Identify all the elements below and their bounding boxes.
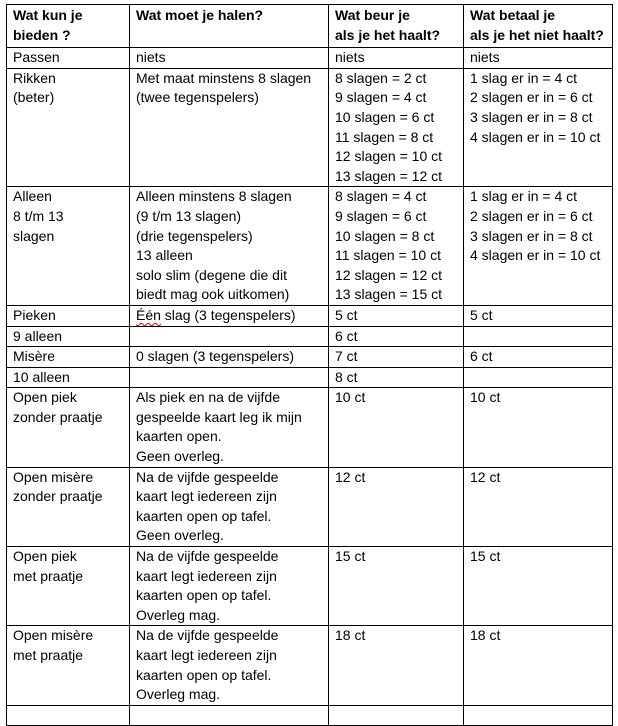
cell-line: slagen (13, 227, 55, 244)
cell-line: 0 slagen (3 tegenspelers) (136, 348, 294, 365)
cell-line: met praatje (13, 567, 84, 584)
table-row (7, 467, 613, 546)
cell-win (329, 187, 464, 306)
cell-line: 9 slagen = 6 ct (335, 207, 427, 224)
cell-line: 2 slagen er in = 6 ct (470, 89, 593, 106)
cell-win (329, 68, 464, 187)
cell-line: 9 slagen = 4 ct (335, 89, 427, 106)
cell-line: 10 slagen = 8 ct (335, 227, 435, 244)
table-row (7, 68, 613, 187)
cell-line: 5 ct (470, 306, 493, 323)
cell-win (329, 705, 464, 725)
table-row (7, 347, 613, 368)
cell-bid (7, 48, 130, 69)
cell-bid (7, 367, 130, 388)
cell-line: 4 slagen er in = 10 ct (470, 247, 601, 264)
cell-line: 13 alleen (136, 247, 193, 264)
cell-line: 10 slagen = 6 ct (335, 108, 435, 125)
cell-line: 8 t/m 13 (13, 207, 64, 224)
cell-line: Open piek (13, 389, 77, 406)
cell-requirement (130, 347, 329, 368)
cell-win (329, 326, 464, 347)
cell-requirement (130, 547, 329, 626)
cell-line: (twee tegenspelers) (136, 89, 259, 106)
cell-line: Overleg mag. (136, 686, 221, 703)
cell-bid (7, 547, 130, 626)
cell-line: (drie tegenspelers) (136, 227, 253, 244)
header-bid-line2: bieden ? (13, 26, 71, 43)
cell-bid (7, 626, 130, 705)
cell-line: Misère (13, 348, 56, 365)
cell-requirement (130, 367, 329, 388)
cell-requirement (130, 467, 329, 546)
cell-line: Met maat minstens 8 slagen (136, 69, 312, 86)
header-row (7, 5, 613, 48)
cell-line: 5 ct (335, 306, 358, 323)
header-bid (7, 5, 130, 48)
cell-line: 3 slagen er in = 8 ct (470, 108, 593, 125)
cell-line: 15 ct (335, 548, 366, 565)
header-bid-line1: Wat kun je (13, 7, 83, 23)
cell-line: (9 t/m 13 slagen) (136, 207, 242, 224)
cell-lose (464, 705, 613, 725)
cell-line: 10 alleen (13, 368, 70, 385)
table-row (7, 48, 613, 69)
table-row (7, 626, 613, 705)
cell-win (329, 347, 464, 368)
cell-line: 8 slagen = 4 ct (335, 188, 427, 205)
cell-lose (464, 305, 613, 326)
cell-lose (464, 68, 613, 187)
cell-line: 12 slagen = 10 ct (335, 148, 443, 165)
cell-line: 7 ct (335, 348, 358, 365)
table-row (7, 367, 613, 388)
cell-line: gespeelde kaart leg ik mijn (136, 408, 302, 425)
cell-line: Na de vijfde gespeelde (136, 627, 279, 644)
cell-line: Open piek (13, 548, 77, 565)
cell-requirement (130, 305, 329, 326)
cell-lose (464, 467, 613, 546)
cell-line: kaart legt iedereen zijn (136, 647, 277, 663)
cell-line: niets (335, 49, 365, 66)
cell-bid (7, 326, 130, 347)
cell-line: Alleen minstens 8 slagen (136, 188, 292, 205)
cell-line: zonder praatje (13, 408, 103, 425)
cell-line: 2 slagen er in = 6 ct (470, 207, 593, 224)
header-win-line2: als je het haalt? (335, 26, 441, 43)
cell-line: Open misère (13, 468, 94, 485)
cell-line (136, 306, 322, 326)
cell-line: 12 slagen = 12 ct (335, 266, 443, 283)
cell-line: Geen overleg. (136, 527, 224, 544)
cell-line: Als piek en na de vijfde (136, 389, 280, 406)
cell-line: 18 ct (470, 627, 501, 644)
cell-win (329, 388, 464, 467)
cell-line: 10 ct (335, 389, 366, 406)
cell-line: Rikken (13, 69, 56, 86)
cell-requirement (130, 187, 329, 306)
table-row (7, 547, 613, 626)
cell-line: Overleg mag. (136, 606, 221, 623)
cell-win (329, 305, 464, 326)
cell-line: 13 slagen = 15 ct (335, 286, 443, 303)
cell-bid (7, 347, 130, 368)
cell-line: Na de vijfde gespeelde (136, 468, 279, 485)
cell-line: 1 slag er in = 4 ct (470, 188, 578, 205)
cell-requirement (130, 326, 329, 347)
table-row (7, 388, 613, 467)
cell-requirement (130, 705, 329, 725)
cell-win (329, 367, 464, 388)
cell-line: 12 ct (335, 468, 366, 485)
cell-line: kaarten open. (136, 428, 222, 445)
cell-win (329, 547, 464, 626)
header-win-line1: Wat beur je (335, 7, 410, 23)
table-row (7, 326, 613, 347)
cell-line: niets (136, 49, 166, 66)
header-win (329, 5, 464, 48)
cell-lose (464, 48, 613, 69)
cell-bid (7, 467, 130, 546)
cell-line: kaarten open op tafel. (136, 507, 272, 524)
cell-line: Pieken (13, 306, 56, 323)
cell-line: 9 alleen (13, 327, 63, 344)
cell-line: niets (470, 49, 500, 66)
cell-line: 11 slagen = 10 ct (335, 247, 441, 264)
cell-line: 15 ct (470, 548, 501, 565)
cell-line: 11 slagen = 8 ct (335, 128, 434, 145)
cell-lose (464, 388, 613, 467)
cell-line: 6 ct (470, 348, 493, 365)
cell-bid (7, 705, 130, 725)
cell-line: 8 ct (335, 368, 358, 385)
cell-win (329, 626, 464, 705)
cell-line: 3 slagen er in = 8 ct (470, 227, 593, 244)
rules-table (6, 4, 613, 726)
table-row (7, 187, 613, 306)
cell-line: Passen (13, 49, 60, 66)
cell-line: kaarten open op tafel. (136, 587, 272, 604)
cell-line: (beter) (13, 89, 55, 106)
cell-requirement (130, 626, 329, 705)
header-lose (464, 5, 613, 48)
cell-lose (464, 367, 613, 388)
cell-line: 10 ct (470, 389, 501, 406)
cell-bid (7, 68, 130, 187)
cell-bid (7, 305, 130, 326)
cell-lose (464, 326, 613, 347)
cell-lose (464, 626, 613, 705)
cell-line: solo slim (degene die dit (136, 266, 287, 283)
spellcheck-word: Één (136, 306, 161, 323)
cell-line-text: slag (3 tegenspelers) (160, 306, 296, 323)
cell-line: met praatje (13, 647, 84, 663)
cell-line: kaart legt iedereen zijn (136, 488, 277, 505)
header-lose-line2: als je het niet haalt? (470, 26, 604, 43)
cell-bid (7, 187, 130, 306)
cell-line: 1 slag er in = 4 ct (470, 69, 578, 86)
cell-line: Na de vijfde gespeelde (136, 548, 279, 565)
cell-line: kaarten open op tafel. (136, 666, 272, 683)
cell-line: kaart legt iedereen zijn (136, 567, 277, 584)
header-lose-line1: Wat betaal je (470, 7, 556, 23)
cell-line: 4 slagen er in = 10 ct (470, 128, 601, 145)
cell-lose (464, 187, 613, 306)
table-row (7, 705, 613, 725)
cell-line: Open misère (13, 627, 94, 644)
cell-win (329, 48, 464, 69)
cell-line: biedt mag ook uitkomen) (136, 286, 290, 303)
cell-line: 18 ct (335, 627, 366, 644)
cell-win (329, 467, 464, 546)
cell-line: 6 ct (335, 327, 358, 344)
cell-requirement (130, 48, 329, 69)
cell-line: 13 slagen = 12 ct (335, 167, 443, 184)
header-requirement-line1: Wat moet je halen? (136, 7, 264, 23)
cell-line: Geen overleg. (136, 448, 224, 465)
cell-requirement (130, 388, 329, 467)
cell-line: 12 ct (470, 468, 501, 485)
cell-lose (464, 547, 613, 626)
cell-line: zonder praatje (13, 488, 103, 505)
cell-line: 8 slagen = 2 ct (335, 69, 427, 86)
header-requirement (130, 5, 329, 48)
cell-requirement (130, 68, 329, 187)
table-row (7, 305, 613, 326)
cell-lose (464, 347, 613, 368)
cell-line: Alleen (13, 188, 52, 205)
cell-bid (7, 388, 130, 467)
